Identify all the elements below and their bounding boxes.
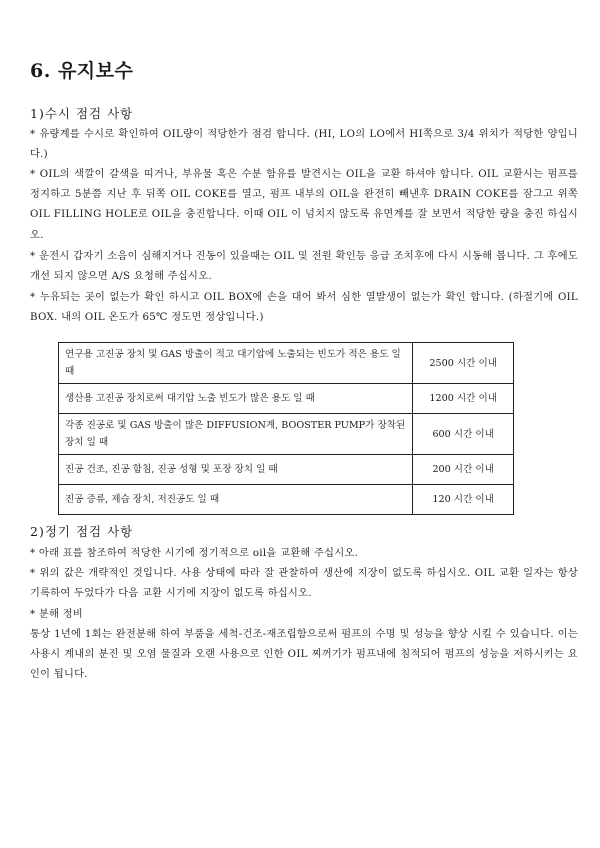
table-cell-condition: 생산용 고진공 장치로써 대기압 노출 빈도가 많은 용도 일 때	[59, 384, 413, 414]
table-cell-period: 120 시간 이내	[413, 485, 514, 515]
table-row	[59, 455, 514, 485]
table-cell-period: 2500 시간 이내	[413, 343, 514, 384]
section-heading-routine-inspection: 1)수시 점검 사항	[30, 106, 134, 121]
table-row	[59, 485, 514, 515]
table-cell-condition: 진공 건조, 진공 함침, 진공 성형 및 포장 장치 일 때	[59, 455, 413, 485]
table-cell-condition: 연구용 고진공 장치 및 GAS 방출이 적고 대기압에 노출되는 빈도가 적은 용도 일 때	[59, 343, 413, 384]
paragraph-noise-vibration: * 운전시 갑자기 소음이 심해지거나 진동이 있을때는 OIL 및 전원 확인등 응급 조치후에 다시 시동해 봅니다. 그 후에도 개선 되지 않으면 A/S 요청해 주십시오.	[30, 251, 578, 283]
section-heading-periodic-inspection: 2)정기 점검 사항	[30, 524, 134, 539]
table-cell-period: 600 시간 이내	[413, 414, 514, 455]
table-row	[59, 414, 514, 455]
table-cell-condition: 진공 증류, 제습 장치, 저진공도 일 때	[59, 485, 413, 515]
table-cell-period: 200 시간 이내	[413, 455, 514, 485]
table-cell-period: 1200 시간 이내	[413, 384, 514, 414]
paragraph-oil-change: * OIL의 색깔이 갈색을 띠거나, 부유물 혹은 수분 함유를 발견시는 OIL을 교환 하셔야 합니다. OIL 교환시는 펌프를 정지하고 5분쯤 지난 후 뒤쪽 OIL COKE를 열고, 펌프 내부의 OIL을 완전히 빼낸후 DRAIN COKE를 잠그고 위쪽 OIL FILLING HOLE로 OIL을 충진합니다. 이때 OIL 이 넘치지 않도록 유면계를 잘 보면서 적당한 량을 충진 하십시오.	[30, 169, 578, 241]
paragraph-overhaul-heading: * 분해 정비	[30, 609, 84, 620]
paragraph-overhaul-body: 통상 1년에 1회는 완전분해 하여 부품을 세척-건조-재조립함으로써 펌프의 수명 및 성능을 향상 시킬 수 있습니다. 이는 사용시 계내의 분진 및 오염 물질과 오랜 사용으로 인한 OIL 찌꺼기가 펌프내에 침적되어 펌프의 성능을 저하시키는 요인이 됩니다.	[30, 629, 578, 681]
paragraph-oil-schedule: * 아래 표를 참조하여 적당한 시기에 정기적으로 oil을 교환해 주십시오.	[30, 548, 359, 559]
table-row	[59, 384, 514, 414]
paragraph-leak-heat: * 누유되는 곳이 없는가 확인 하시고 OIL BOX에 손을 대어 봐서 심한 열발생이 없는가 확인 합니다. (하절기에 OIL BOX. 내의 OIL 온도가 65℃ 정도면 정상입니다.)	[30, 292, 578, 324]
table-row	[59, 343, 514, 384]
table-cell-condition: 각종 진공로 및 GAS 방출이 많은 DIFFUSION계, BOOSTER PUMP가 장착된 장치 일 때	[59, 414, 413, 455]
paragraph-approximate-values: * 위의 값은 개략적인 것입니다. 사용 상태에 따라 잘 관찰하여 생산에 지장이 없도록 하십시오. OIL 교환 일자는 항상 기록하여 두었다가 다음 교환 시기에 지장이 없도록 하십시오.	[30, 568, 578, 600]
paragraph-oil-level: * 유량계를 수시로 확인하여 OIL량이 적당한가 점검 합니다. (HI, LO의 LO에서 HI쪽으로 3/4 위치가 적당한 양입니다.)	[30, 129, 578, 161]
page-title: 6. 유지보수	[30, 60, 134, 82]
oil-change-interval-table	[58, 342, 514, 515]
